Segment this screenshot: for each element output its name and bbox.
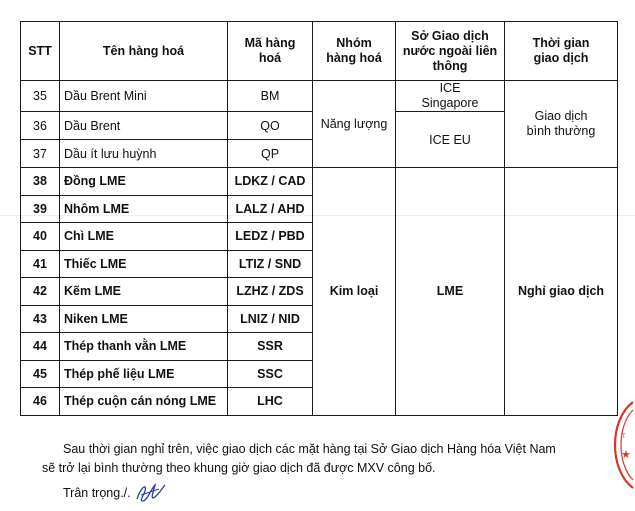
row-stt: 39 [21, 195, 60, 223]
row-name: Thiếc LME [60, 250, 228, 278]
row-stt: 38 [21, 168, 60, 196]
row-code: SSC [228, 360, 313, 388]
time-normal [505, 81, 618, 168]
row-code: LNIZ / NID [228, 305, 313, 333]
row-code: QP [228, 140, 313, 168]
commodity-table [20, 21, 618, 416]
header-time [505, 22, 618, 81]
row-code: BM [228, 81, 313, 112]
row-name: Chì LME [60, 223, 228, 251]
row-name: Dầu ít lưu huỳnh [60, 140, 228, 168]
row-stt: 45 [21, 360, 60, 388]
row-code: LALZ / AHD [228, 195, 313, 223]
row-code: LEDZ / PBD [228, 223, 313, 251]
svg-text:T: T [622, 433, 626, 440]
row-code: LDKZ / CAD [228, 168, 313, 196]
svg-text:★: ★ [621, 448, 631, 461]
table-row [21, 168, 618, 196]
row-stt: 35 [21, 81, 60, 112]
row-stt: 42 [21, 278, 60, 306]
header-code-text: Mã hàng hoá [244, 36, 296, 65]
row-code: SSR [228, 333, 313, 361]
closing-text: Trân trọng./. [63, 485, 131, 500]
header-group-text: Nhóm hàng hoá [326, 36, 382, 65]
exchange-ice-singapore-text: ICE Singapore [421, 81, 479, 110]
row-name: Kẽm LME [60, 278, 228, 306]
red-stamp-icon [595, 400, 635, 490]
time-normal-text: Giao dịch bình thường [526, 109, 596, 138]
time-closed: Nghỉ giao dịch [505, 168, 618, 416]
row-stt: 37 [21, 140, 60, 168]
footer-line-2: sẽ trở lại bình thường theo khung giờ giao dịch đã được MXV công bố. [42, 461, 436, 475]
row-name: Thép phế liệu LME [60, 360, 228, 388]
footer-text [42, 440, 623, 505]
row-stt: 41 [21, 250, 60, 278]
row-name: Dầu Brent [60, 112, 228, 140]
footer-line-1: Sau thời gian nghỉ trên, việc giao dịch các mặt hàng tại Sở Giao dịch Hàng hóa Việt Nam [63, 442, 556, 456]
header-code [228, 22, 313, 81]
signature-icon [133, 481, 167, 505]
row-code: LTIZ / SND [228, 250, 313, 278]
header-stt: STT [21, 22, 60, 81]
row-stt: 46 [21, 388, 60, 416]
row-name: Nhôm LME [60, 195, 228, 223]
row-stt: 44 [21, 333, 60, 361]
table-header-row [21, 22, 618, 81]
row-stt: 43 [21, 305, 60, 333]
row-name: Đồng LME [60, 168, 228, 196]
exchange-lme: LME [396, 168, 505, 416]
header-group [313, 22, 396, 81]
header-time-text: Thời gian giao dịch [532, 36, 590, 65]
header-exchange: Sở Giao dịch nước ngoài liên thông [396, 22, 505, 81]
row-name: Dầu Brent Mini [60, 81, 228, 112]
footer-closing [63, 481, 623, 505]
row-code: LHC [228, 388, 313, 416]
row-code: LZHZ / ZDS [228, 278, 313, 306]
row-stt: 36 [21, 112, 60, 140]
row-code: QO [228, 112, 313, 140]
row-name: Thép thanh vằn LME [60, 333, 228, 361]
row-name: Niken LME [60, 305, 228, 333]
table-row [21, 81, 618, 112]
header-name: Tên hàng hoá [60, 22, 228, 81]
exchange-ice-eu: ICE EU [396, 112, 505, 168]
group-energy: Năng lượng [313, 81, 396, 168]
row-stt: 40 [21, 223, 60, 251]
exchange-ice-singapore [396, 81, 505, 112]
group-metals: Kim loại [313, 168, 396, 416]
row-name: Thép cuộn cán nóng LME [60, 388, 228, 416]
